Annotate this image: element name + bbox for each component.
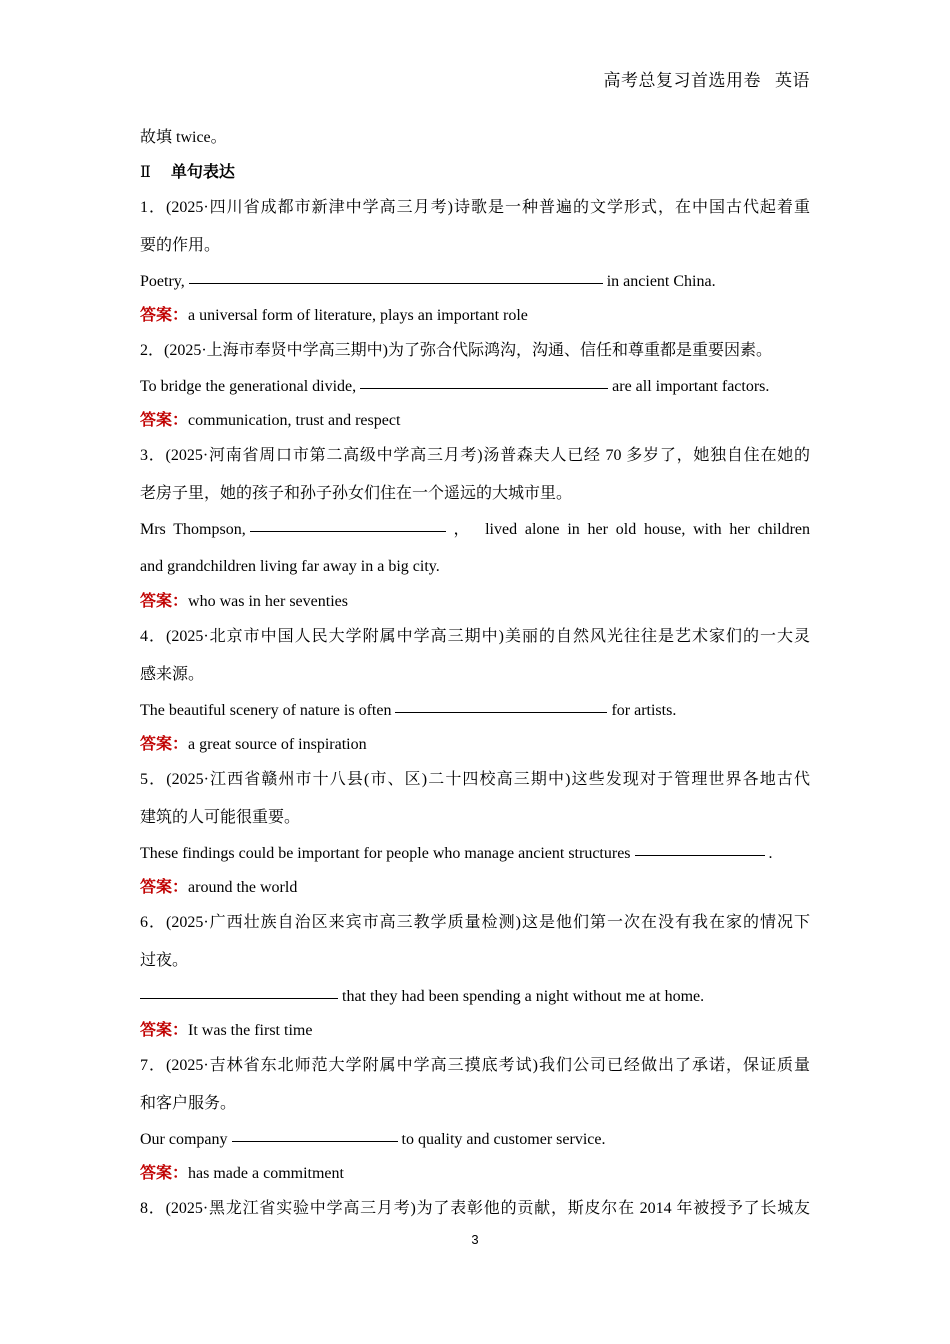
answer-text: has made a commitment [188, 1165, 344, 1182]
section-number: Ⅱ [140, 164, 151, 181]
question-prompt-line: 建筑的人可能很重要。 [140, 809, 301, 826]
question-prompt-line: 感来源。 [140, 666, 205, 683]
answer-label: 答案： [140, 1165, 189, 1182]
answer-line [140, 300, 810, 335]
question-prompt-line: 老房子里，她的孩子和孙子孙女们住在一个遥远的大城市里。 [140, 485, 573, 502]
question-prompt-line: 过夜。 [140, 952, 189, 969]
header-book-title: 高考总复习首选用卷 [603, 71, 761, 90]
question-7 [140, 1050, 810, 1193]
question-sentence-continued: and grandchildren living far away in a big city. [140, 558, 440, 575]
question-prompt-line: 要的作用。 [140, 237, 221, 254]
question-prompt-line: 8．(2025·黑龙江省实验中学高三月考)为了表彰他的贡献，斯皮尔在 2014 年被授予了长城友 [140, 1200, 810, 1217]
answer-blank[interactable] [189, 263, 603, 284]
page-number: 3 [471, 1232, 479, 1247]
answer-text: communication, trust and respect [188, 412, 401, 429]
answer-text: It was the first time [188, 1022, 313, 1039]
answer-text: around the world [188, 879, 298, 896]
page-content [140, 122, 810, 1231]
answer-label: 答案： [140, 1022, 189, 1039]
header-subject: 英语 [775, 71, 810, 90]
question-6 [140, 907, 810, 1050]
question-sentence: that they had been spending a night without me at home. [140, 980, 810, 1015]
answer-line [140, 729, 810, 764]
question-sentence: Poetry, in ancient China. [140, 265, 810, 300]
answer-line [140, 1158, 810, 1193]
question-prompt-line: 3．(2025·河南省周口市第二高级中学高三月考)汤普森夫人已经 70 多岁了，她独自住在她的 [140, 447, 810, 464]
question-prompt-line: 和客户服务。 [140, 1095, 237, 1112]
question-prompt-line: 6．(2025·广西壮族自治区来宾市高三教学质量检测)这是他们第一次在没有我在家的情况下 [140, 914, 810, 931]
answer-blank[interactable] [395, 692, 607, 713]
section-title: 单句表达 [170, 164, 235, 181]
question-prompt-line: 7．(2025·吉林省东北师范大学附属中学高三摸底考试)我们公司已经做出了承诺，保证质量 [140, 1057, 810, 1074]
question-1 [140, 192, 810, 335]
question-4 [140, 621, 810, 764]
answer-text: a universal form of literature, plays an important role [188, 307, 528, 324]
intro-line: 故填 twice。 [140, 129, 227, 146]
question-prompt-line: 5．(2025·江西省赣州市十八县(市、区)二十四校高三期中)这些发现对于管理世界各地古代 [140, 771, 810, 788]
question-2 [140, 335, 810, 440]
answer-blank[interactable] [635, 835, 765, 856]
answer-label: 答案： [140, 307, 189, 324]
question-5 [140, 764, 810, 907]
answer-label: 答案： [140, 736, 189, 753]
answer-text: who was in her seventies [188, 593, 348, 610]
question-sentence: Our company to quality and customer service. [140, 1123, 810, 1158]
question-sentence: The beautiful scenery of nature is often for artists. [140, 694, 810, 729]
question-8 [140, 1193, 810, 1231]
answer-blank[interactable] [250, 511, 446, 532]
section-heading [140, 157, 810, 192]
answer-blank[interactable] [360, 368, 608, 389]
answer-blank[interactable] [140, 978, 338, 999]
answer-line [140, 872, 810, 907]
answer-line [140, 405, 810, 440]
answer-line [140, 586, 810, 621]
question-prompt-line: 1．(2025·四川省成都市新津中学高三月考)诗歌是一种普遍的文学形式，在中国古代起着重 [140, 199, 810, 216]
answer-text: a great source of inspiration [188, 736, 367, 753]
question-sentence: Mrs Thompson, ， lived alone in her old house, with her children [140, 513, 810, 551]
answer-label: 答案： [140, 879, 189, 896]
question-sentence: These findings could be important for people who manage ancient structures . [140, 837, 810, 872]
question-sentence: To bridge the generational divide, are all important factors. [140, 370, 810, 405]
answer-line [140, 1015, 810, 1050]
question-prompt-line: 2．(2025·上海市奉贤中学高三期中)为了弥合代际鸿沟，沟通、信任和尊重都是重要因素。 [140, 342, 773, 359]
answer-label: 答案： [140, 593, 189, 610]
answer-label: 答案： [140, 412, 189, 429]
question-3 [140, 440, 810, 621]
question-prompt-line: 4．(2025·北京市中国人民大学附属中学高三期中)美丽的自然风光往往是艺术家们的一大灵 [140, 628, 810, 645]
answer-blank[interactable] [232, 1121, 398, 1142]
page-header [604, 66, 811, 91]
